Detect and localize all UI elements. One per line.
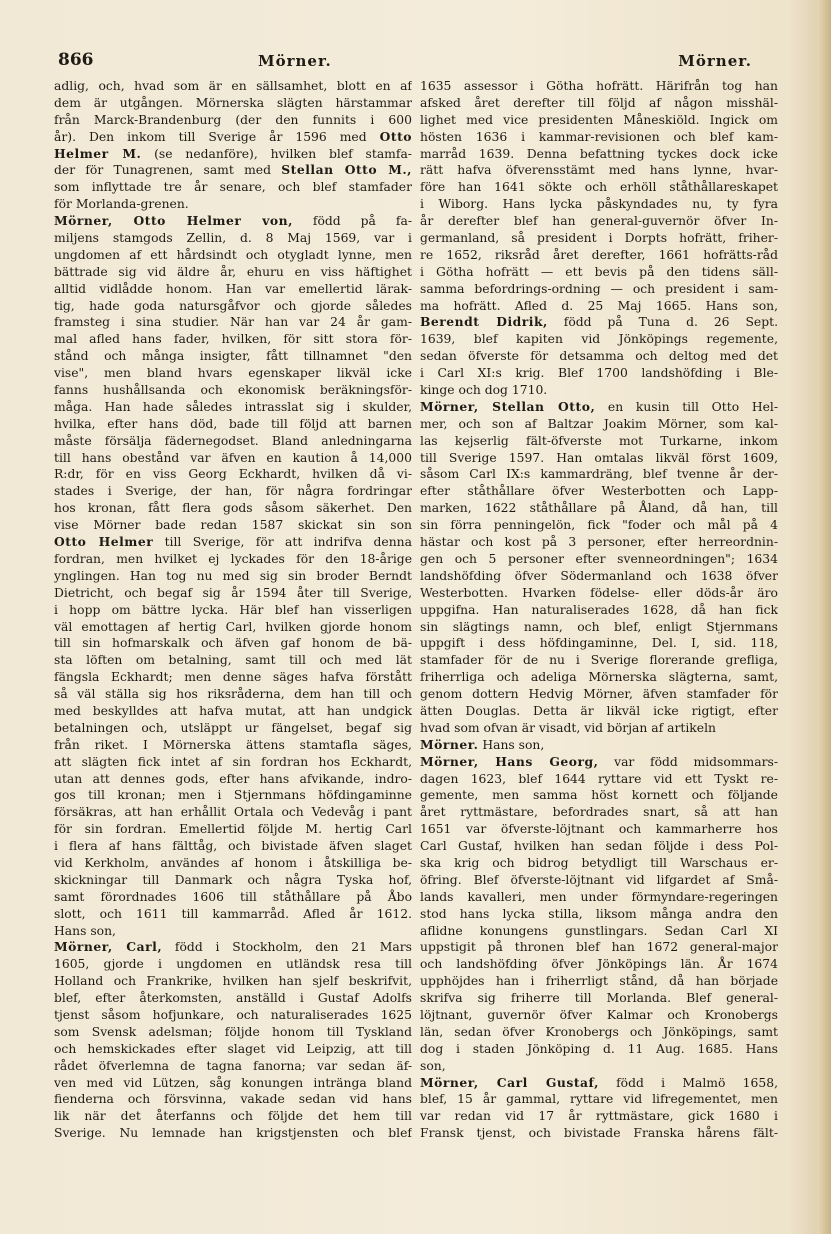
text-line [420, 923, 778, 940]
text-run: genom dottern Hedvig Mörner, äfven stamfader för [420, 687, 778, 702]
text-run: tjenst såsom hofjunkare, och naturaliserades 1625 [54, 1007, 412, 1022]
text-run: född i Malmö 1658, [598, 1075, 778, 1090]
page-header [58, 50, 772, 76]
text-line [420, 602, 778, 619]
text-line [420, 855, 778, 872]
text-run: ätten Douglas. Detta är likväl icke rigtigt, efter [420, 703, 778, 718]
text-line [420, 1007, 778, 1024]
text-line [420, 314, 778, 331]
text-run: Fransk tjenst, och bivistade Franska hårens fält- [420, 1126, 778, 1141]
text-line [54, 939, 412, 956]
text-run: rådet öfverlemna de tagna fanorna; var sedan äf- [54, 1058, 412, 1073]
text-line [420, 821, 778, 838]
text-line [54, 1041, 412, 1058]
text-run: stades i Sverige, der han, för några fordringar [54, 484, 412, 499]
text-line [54, 872, 412, 889]
text-line [54, 483, 412, 500]
text-run: ma hofrätt. Afled d. 25 Maj 1665. Hans son, [420, 298, 778, 313]
text-run: R:dr, för en viss Georg Eckhardt, hvilken då vi- [54, 467, 412, 482]
text-line [420, 737, 778, 754]
text-line [54, 298, 412, 315]
text-line [54, 95, 412, 112]
text-run: såsom Carl IX:s kammardräng, blef tvenne år der- [420, 467, 778, 482]
bold-entry-heading: Berendt Didrik, [420, 314, 548, 330]
text-run: gos till kronan; men i Stjernmans höfdingaminne [54, 788, 412, 803]
text-line [420, 973, 778, 990]
text-run: till Sverige 1597. Han omtalas likväl först 1609, [420, 450, 778, 465]
text-line [54, 973, 412, 990]
text-line [420, 1041, 778, 1058]
text-run: skickningar till Danmark och några Tyska hof, [54, 872, 412, 887]
bold-entry-heading: Mörner, Hans Georg, [420, 753, 599, 769]
text-line [420, 956, 778, 973]
text-run: i hopp om bättre lycka. Här blef han visserligen [54, 602, 412, 617]
text-line [420, 1108, 778, 1125]
text-run: i Götha hofrätt — ett bevis på den tidens säll- [420, 264, 778, 279]
text-run: samma befordrings-ordning — och president i sam- [420, 281, 778, 296]
text-run: vise Mörner bade redan 1587 skickat sin son [54, 518, 412, 533]
text-line [420, 990, 778, 1007]
text-line [420, 331, 778, 348]
bold-entry-heading: Stellan Otto M., [281, 162, 412, 178]
text-line [54, 365, 412, 382]
text-line [420, 399, 778, 416]
text-line [420, 112, 778, 129]
text-line [420, 652, 778, 669]
text-line [420, 838, 778, 855]
text-line [420, 500, 778, 517]
text-line [54, 450, 412, 467]
text-line [54, 821, 412, 838]
text-run: till sin hofmarskalk och äfven gaf honom de bä- [54, 636, 412, 651]
text-run: upphöjdes han i friherrligt stånd, då han började [420, 974, 778, 989]
text-run: före han 1641 sökte och erhöll ståthållareskapet [420, 180, 778, 195]
text-run: gemente, men samma höst kornett och följande [420, 788, 778, 803]
text-run: lik när det återfanns och följde det hem till [54, 1109, 412, 1124]
text-run: skrifva sig friherre till Morlanda. Blef general- [420, 991, 778, 1006]
text-line [54, 923, 412, 940]
text-line [54, 956, 412, 973]
text-line [54, 466, 412, 483]
text-run: måste försälja fädernegodset. Bland anledningarna [54, 433, 412, 448]
text-run: (se nedanföre), hvilken blef stamfa- [141, 146, 412, 161]
text-line [420, 196, 778, 213]
text-run: och landshöfding öfver Jönköpings län. År 1674 [420, 957, 778, 972]
text-line [54, 213, 412, 230]
text-line [54, 78, 412, 95]
text-run: i Wiborg. Hans lycka påskyndades nu, ty fyra [420, 197, 778, 212]
text-line [54, 331, 412, 348]
text-line [420, 771, 778, 788]
text-run: efter ståthållare öfver Westerbotten och Lapp- [420, 484, 778, 499]
text-line [420, 483, 778, 500]
text-run: marråd 1639. Denna befattning tyckes dock icke [420, 146, 778, 161]
text-run: utan att dennes gods, efter hans afvikande, indro- [54, 771, 412, 786]
text-line [54, 551, 412, 568]
text-run: lands kavalleri, men under förmyndare-regeringen [420, 889, 778, 904]
text-run: landshöfding öfver Södermanland och 1638 öfver [420, 568, 778, 583]
text-run: mer, och son af Baltzar Joakim Mörner, som kal- [420, 416, 778, 431]
text-line [54, 619, 412, 636]
text-line [54, 754, 412, 771]
text-line [420, 264, 778, 281]
text-line [54, 585, 412, 602]
text-run: löjtnant, guvernör öfver Kalmar och Kronobergs [420, 1007, 778, 1022]
text-run: till Sverige, för att indrifva denna [153, 535, 412, 550]
text-line [54, 247, 412, 264]
text-run: vise", men bland hvars egenskaper likväl icke [54, 366, 412, 381]
text-run: re 1652, riksråd året derefter, 1661 hofrätts-råd [420, 247, 778, 262]
text-line [420, 78, 778, 95]
text-run: Hans son, [54, 923, 116, 938]
bold-entry-heading: Mörner, Carl, [54, 939, 163, 955]
text-run: hösten 1636 i kammar-revisionen och blef kam- [420, 129, 778, 144]
text-line [54, 230, 412, 247]
text-line [420, 534, 778, 551]
right-text-column [420, 78, 778, 1142]
text-run: gen och 5 personer efter svenneordningen"; 1634 [420, 551, 778, 566]
text-run: var född midsommars- [598, 754, 778, 769]
text-run: måga. Han hade således intrasslat sig i skulder, [54, 399, 412, 414]
text-run: sta löften om betalning, samt till och med lät [54, 653, 412, 668]
text-line [420, 1058, 778, 1075]
text-run: från Marck-Brandenburg (der den funnits i 600 [54, 112, 412, 127]
text-line [54, 906, 412, 923]
text-line [420, 889, 778, 906]
text-run: der för Tunagrenen, samt med [54, 163, 282, 178]
text-run: afsked året derefter till följd af någon misshäl- [420, 95, 778, 110]
text-run: så väl ställa sig hos riksråderna, dem han till och [54, 687, 412, 702]
text-run: född i Stockholm, den 21 Mars [162, 940, 412, 955]
text-run: vid Kerkholm, användes af honom i åtskilliga be- [54, 855, 412, 870]
text-line [420, 686, 778, 703]
text-line [54, 635, 412, 652]
text-line [54, 838, 412, 855]
text-line [420, 433, 778, 450]
text-line [420, 906, 778, 923]
text-run: uppgift i dess höfdingaminne, Del. I, sid. 118, [420, 636, 778, 651]
text-line [54, 162, 412, 179]
text-run: dagen 1623, blef 1644 ryttare vid ett Tyskt re- [420, 771, 778, 786]
text-run: bättrade sig vid äldre år, ehuru en viss häftighet [54, 264, 412, 279]
text-line [54, 500, 412, 517]
text-line [54, 112, 412, 129]
text-line [54, 146, 412, 163]
left-text-column [54, 78, 412, 1142]
text-line [420, 517, 778, 534]
text-line [54, 1091, 412, 1108]
text-line [54, 534, 412, 551]
text-line [420, 162, 778, 179]
text-line [54, 652, 412, 669]
text-run: fanns hushållsanda och ekonomisk beräkningsför- [54, 383, 412, 398]
text-run: var redan vid 17 år ryttmästare, gick 1680 i [420, 1109, 778, 1124]
text-line [54, 568, 412, 585]
text-run: år). Den inkom till Sverige år 1596 med [54, 129, 380, 144]
text-run: samt förordnades 1606 till ståthållare på Åbo [54, 889, 412, 904]
text-line [54, 855, 412, 872]
text-run: för sin fordran. Emellertid följde M. hertig Carl [54, 822, 412, 837]
text-run: hästar och kost på 3 personer, efter herreordnin- [420, 535, 778, 550]
text-line [54, 720, 412, 737]
bold-entry-heading: Mörner, Carl Gustaf, [420, 1074, 599, 1090]
text-run: fordran, men hvilket ej lyckades för den 18-årige [54, 551, 412, 566]
text-run: 1605, gjorde i ungdomen en utländsk resa till [54, 957, 412, 972]
text-line [54, 179, 412, 196]
text-run: friherrliga och adeliga Mörnerska slägterna, samt, [420, 670, 778, 685]
text-run: adlig, och, hvad som är en sällsamhet, blott en af [54, 79, 412, 93]
text-run: uppstigit på thronen blef han 1672 general-major [420, 940, 778, 955]
text-line [420, 146, 778, 163]
text-line [54, 517, 412, 534]
text-run: år derefter blef han general-guvernör öfver In- [420, 214, 778, 229]
bold-entry-heading: Mörner, Stellan Otto, [420, 398, 596, 414]
text-run: väl emottagen af hertig Carl, hvilken gjorde honom [54, 619, 412, 634]
text-run: som inflyttade tre år senare, och blef stamfader [54, 180, 412, 195]
text-line [420, 382, 778, 399]
text-line [54, 433, 412, 450]
bold-entry-heading: Otto [379, 128, 412, 144]
text-line [420, 298, 778, 315]
text-line [54, 348, 412, 365]
text-line [54, 129, 412, 146]
text-line [420, 1075, 778, 1092]
text-run: sedan öfverste för detsamma och deltog med det [420, 349, 778, 364]
text-line [420, 1125, 778, 1142]
text-run: född på fa- [292, 214, 412, 229]
text-line [54, 196, 412, 213]
text-line [420, 179, 778, 196]
text-run: ungdomen af ett hårdsindt och otygladt lynne, men [54, 247, 412, 262]
text-line [420, 1024, 778, 1041]
text-line [54, 889, 412, 906]
bold-entry-heading: Otto Helmer [54, 534, 154, 550]
text-line [54, 1024, 412, 1041]
text-line [420, 703, 778, 720]
text-line [54, 787, 412, 804]
text-run: 1651 var öfverste-löjtnant och kammarherre hos [420, 822, 778, 837]
text-line [54, 737, 412, 754]
page-number: 866 [58, 50, 94, 70]
text-line [54, 314, 412, 331]
text-line [420, 720, 778, 737]
text-line [54, 1058, 412, 1075]
text-line [54, 703, 412, 720]
text-run: son, [420, 1058, 446, 1073]
text-run: att slägten fick intet af sin fordran hos Eckhardt, [54, 754, 412, 769]
text-line [54, 264, 412, 281]
text-line [420, 230, 778, 247]
bold-entry-heading: Helmer M. [54, 145, 142, 161]
text-line [54, 804, 412, 821]
text-run: framsteg i sina studier. När han var 24 år gam- [54, 315, 412, 330]
text-line [54, 1075, 412, 1092]
text-line [54, 602, 412, 619]
text-line [54, 1108, 412, 1125]
text-line [420, 95, 778, 112]
text-run: hvilka, efter hans död, bade till följd att barnen [54, 416, 412, 431]
text-run: slott, och 1611 till kammarråd. Afled år 1612. [54, 906, 412, 921]
text-line [420, 281, 778, 298]
text-line [420, 365, 778, 382]
text-line [420, 669, 778, 686]
page-edge [817, 0, 831, 1234]
text-run: sin förra penningelön, fick "foder och mål på 4 [420, 518, 778, 533]
text-run: stamfader för de nu i Sverige florerande grefliga, [420, 653, 778, 668]
text-run: ska krig och bidrog betydligt till Warschaus er- [420, 855, 778, 870]
text-line [54, 416, 412, 433]
text-run: försäkras, att han erhållit Ortala och Vedevåg i pant [54, 805, 412, 820]
text-run: Carl Gustaf, hvilken han sedan följde i dess Pol- [420, 839, 778, 854]
text-line [420, 619, 778, 636]
text-line [420, 466, 778, 483]
text-run: alltid vidlådde honom. Han var emellertid lärak- [54, 281, 412, 296]
text-run: blef, efter återkomsten, anställd i Gustaf Adolfs [54, 991, 412, 1006]
text-run: ynglingen. Han tog nu med sig sin broder Berndt [54, 568, 412, 583]
text-run: för Morlanda-grenen. [54, 197, 189, 212]
text-run: län, sedan öfver Kronobergs och Jönköpings, samt [420, 1024, 778, 1039]
text-line [54, 990, 412, 1007]
text-line [420, 213, 778, 230]
text-run: uppgifna. Han naturaliserades 1628, då han fick [420, 602, 778, 617]
text-line [54, 399, 412, 416]
text-run: en kusin till Otto Hel- [595, 399, 778, 414]
bold-entry-heading: Mörner, Otto Helmer von, [54, 213, 293, 229]
text-run: dog i staden Jönköping d. 11 Aug. 1685. Hans [420, 1041, 778, 1056]
text-line [54, 1125, 412, 1142]
text-run: kinge och dog 1710. [420, 383, 548, 398]
text-run: till hans obestånd var äfven en kaution å 14,000 [54, 450, 412, 465]
running-head-right: Mörner. [678, 52, 752, 70]
text-run: stod hans lycka stilla, liksom många andra den [420, 906, 778, 921]
text-run: mal afled hans fader, hvilken, för sitt stora för- [54, 332, 412, 347]
text-line [420, 129, 778, 146]
text-run: tig, hade goda natursgåfvor och gjorde således [54, 298, 412, 313]
text-line [420, 416, 778, 433]
text-run: och hemskickades efter slaget vid Leipzig, att till [54, 1041, 412, 1056]
text-run: rätt hafva öfverensstämt med hans lynne, hvar- [420, 163, 778, 178]
text-run: dem är utgången. Mörnerska slägten härstammar [54, 95, 412, 110]
text-run: Sverige. Nu lemnade han krigstjensten och blef [54, 1126, 412, 1141]
text-run: blef, 15 år gammal, ryttare vid lifregementet, men [420, 1092, 778, 1107]
text-run: Holland och Frankrike, hvilken han sjelf beskrifvit, [54, 974, 412, 989]
text-line [54, 669, 412, 686]
text-run: miljens stamgods Zellin, d. 8 Maj 1569, var i [54, 231, 412, 246]
text-run: med beskylldes att hafva mutat, att han undgick [54, 703, 412, 718]
text-run: betalningen och, utsläppt ur fängelset, begaf sig [54, 720, 412, 735]
bold-entry-heading: Mörner. [420, 736, 479, 752]
text-line [420, 635, 778, 652]
text-run: germanland, så president i Dorpts hofrätt, friher- [420, 231, 778, 246]
text-run: Westerbotten. Hvarken födelse- eller döds-år äro [420, 585, 778, 600]
text-line [420, 1091, 778, 1108]
text-line [420, 754, 778, 771]
text-run: lighet med vice presidenten Måneskiöld. Ingick om [420, 112, 778, 127]
text-run: öfring. Blef öfverste-löjtnant vid lifgardet af Små- [420, 872, 778, 887]
text-line [54, 1007, 412, 1024]
text-line [54, 771, 412, 788]
text-run: sin slägtings namn, och blef, enligt Stjernmans [420, 619, 778, 634]
text-line [420, 585, 778, 602]
text-run: stånd och många insigter, fått tillnamnet "den [54, 349, 412, 364]
text-run: fienderna och försvinna, vakade sedan vid hans [54, 1092, 412, 1107]
text-line [420, 568, 778, 585]
text-run: las kejserlig fält-öfverste mot Turkarne, inkom [420, 433, 778, 448]
text-run: Hans son, [478, 737, 545, 752]
text-run: hvad som ofvan är visadt, vid början af artikeln [420, 720, 716, 735]
text-line [420, 348, 778, 365]
text-line [54, 686, 412, 703]
text-line [420, 247, 778, 264]
text-run: i Carl XI:s krig. Blef 1700 landshöfding i Ble- [420, 366, 778, 381]
text-run: ven med vid Lützen, såg konungen intränga bland [54, 1075, 412, 1090]
text-run: året ryttmästare, befordrades snart, så att han [420, 805, 778, 820]
text-line [54, 382, 412, 399]
text-line [420, 872, 778, 889]
text-run: marken, 1622 ståthållare på Åland, då han, till [420, 501, 778, 516]
text-line [420, 939, 778, 956]
text-line [54, 281, 412, 298]
text-run: hos kronan, fått flera gods såsom säkerhet. Den [54, 501, 412, 516]
text-run: 1635 assessor i Götha hofrätt. Härifrån tog han [420, 79, 778, 93]
text-run: aflidne konungens gunstlingars. Sedan Carl XI [420, 923, 778, 938]
text-line [420, 450, 778, 467]
text-run: från riket. I Mörnerska ättens stamtafla säges, [54, 737, 412, 752]
text-run: fängsla Eckhardt; men denne säges hafva förstått [54, 670, 412, 685]
running-head-left: Mörner. [258, 52, 332, 70]
text-run: i flera af hans fälttåg, och bivistade äfven slaget [54, 839, 412, 854]
text-run: född på Tuna d. 26 Sept. [547, 315, 778, 330]
text-run: Dietricht, och begaf sig år 1594 åter till Sverige, [54, 585, 412, 600]
text-run: 1639, blef kapiten vid Jönköpings regemente, [420, 332, 778, 347]
text-line [420, 551, 778, 568]
text-line [420, 804, 778, 821]
text-line [420, 787, 778, 804]
text-run: som Svensk adelsman; följde honom till Tyskland [54, 1024, 412, 1039]
